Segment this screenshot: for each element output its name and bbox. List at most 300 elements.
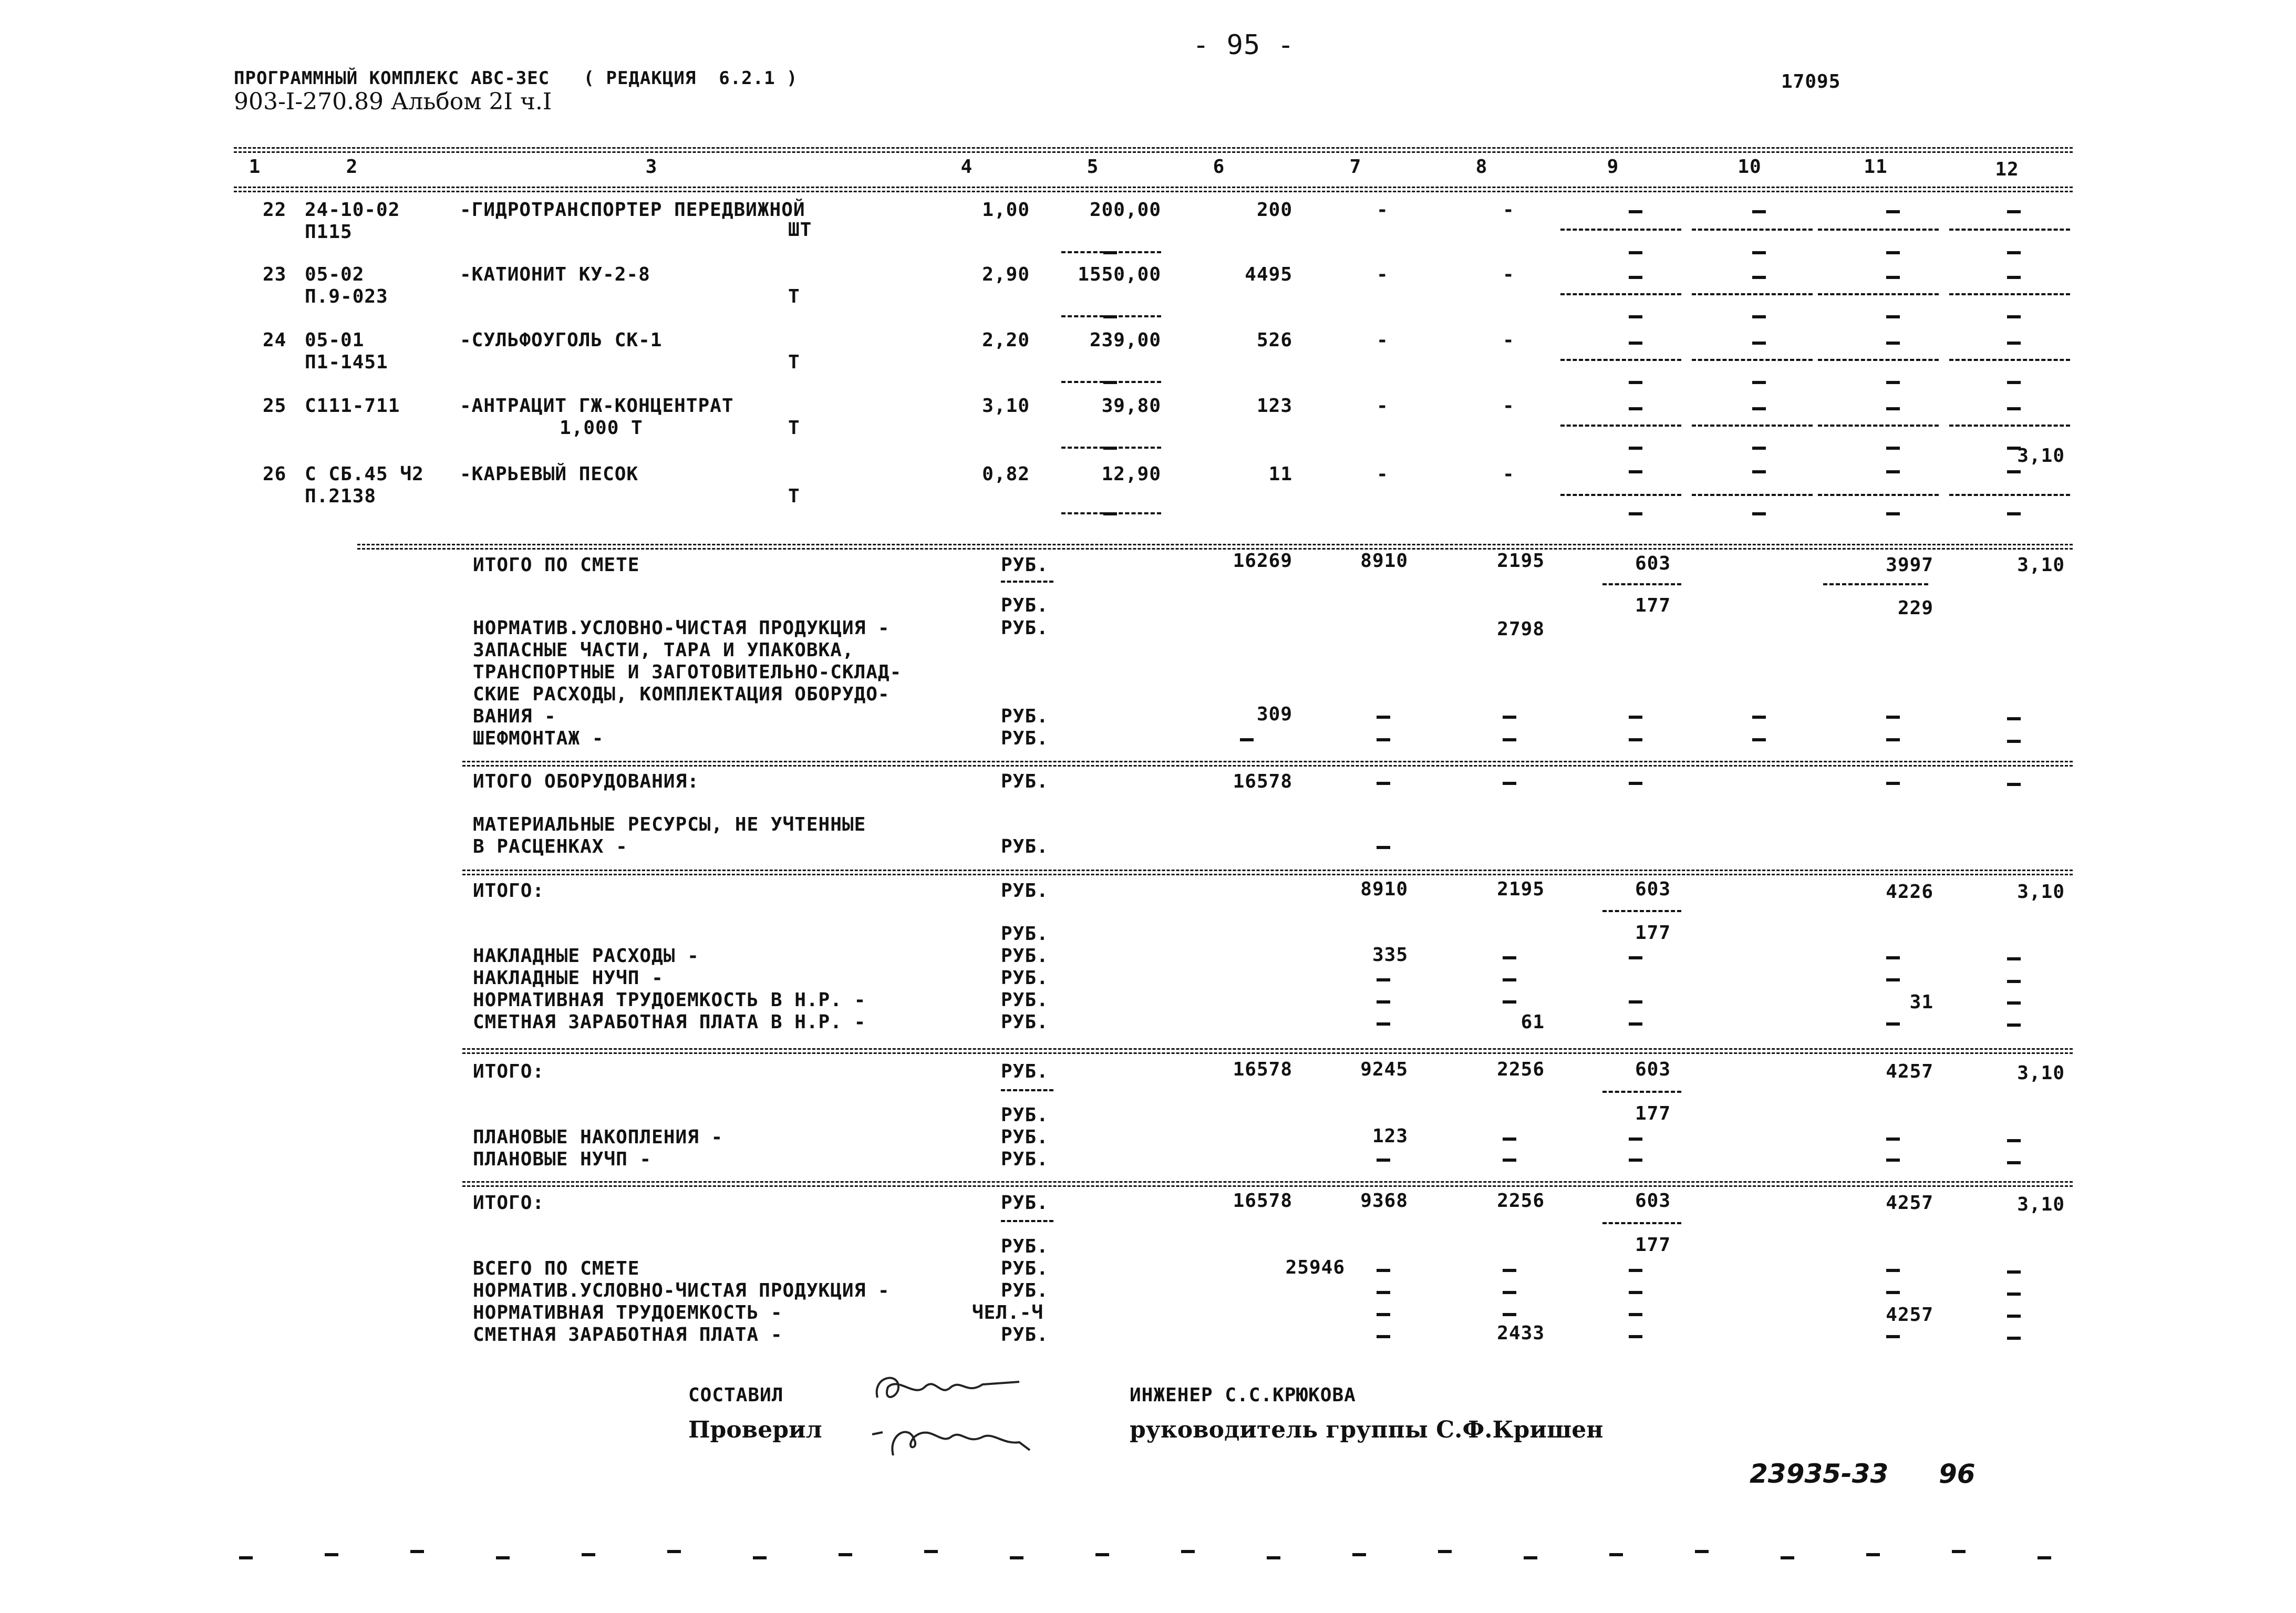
item-24-code1: 05-01 [305, 329, 365, 351]
dash-rule [1692, 359, 1813, 361]
dash-rule [1949, 229, 2070, 231]
dash-mark [1886, 978, 1900, 981]
dash-rule [1560, 494, 1681, 496]
col-header-4: 4 [960, 156, 973, 178]
dash-mark [2007, 1315, 2021, 1318]
dash-mark [1377, 1022, 1390, 1026]
dash-mark [1886, 1022, 1900, 1026]
dash-mark [1629, 276, 1642, 279]
dash-mark [1752, 407, 1766, 410]
dash-mark [2007, 717, 2021, 720]
dash-mark [1010, 1556, 1023, 1559]
smeta-c12: 3,10 [2017, 554, 2065, 576]
dash-rule [1818, 293, 1939, 295]
item-23-unit: Т [788, 286, 800, 307]
item-22-total: 200 [1256, 199, 1292, 221]
smeta-label: ИТОГО ПО СМЕТЕ [473, 554, 640, 576]
zap-c6: 309 [1256, 704, 1292, 725]
item-26-qty: 0,82 [982, 463, 1030, 485]
item-25-name: -АНТРАЦИТ ГЖ-КОНЦЕНТРАТ [460, 395, 734, 417]
dash-rule [1818, 494, 1939, 496]
dash-mark [1629, 315, 1642, 318]
dash-mark [1377, 1291, 1390, 1294]
dash-mark [2007, 276, 2021, 279]
item-24-code2: П1-1451 [305, 351, 388, 373]
dash-mark [1752, 512, 1766, 515]
dash-mark [1629, 407, 1642, 410]
item-25-c7: - [1377, 395, 1389, 417]
dash-rule [1560, 425, 1681, 427]
dash-mark [1886, 738, 1900, 741]
item-24-c8: - [1503, 329, 1515, 351]
dash-mark [753, 1556, 767, 1559]
composed-label: СОСТАВИЛ [688, 1384, 784, 1406]
smet-zp-c8: 61 [1521, 1011, 1545, 1033]
itogo2-label: ИТОГО: [473, 1061, 545, 1082]
dash-mark [1629, 1335, 1642, 1338]
dash-mark [1103, 447, 1117, 450]
itogo2-c6: 16578 [1233, 1059, 1292, 1080]
smet-zp-label: СМЕТНАЯ ЗАРАБОТНАЯ ПЛАТА В Н.Р. - [473, 1011, 866, 1033]
item-26-c12: 3,10 [2017, 445, 2065, 467]
col-header-3: 3 [645, 156, 658, 178]
dash-mark [1629, 1269, 1642, 1272]
doc-number: 17095 [1781, 71, 1841, 92]
dash-mark [1886, 381, 1900, 384]
dash-mark [582, 1553, 595, 1556]
dash-mark [1781, 1556, 1794, 1559]
dash-mark [1866, 1553, 1880, 1556]
zap-line-1: ЗАПАСНЫЕ ЧАСТИ, ТАРА И УПАКОВКА, [473, 639, 854, 661]
itogo1-c7: 8910 [1360, 878, 1408, 900]
plan-nuchp-label: ПЛАНОВЫЕ НУЧП - [473, 1149, 652, 1170]
col-header-5: 5 [1087, 156, 1099, 178]
item-26-num: 26 [263, 463, 287, 485]
plan-unit-a: РУБ. [1001, 1104, 1049, 1126]
dash-mark [2007, 980, 2021, 983]
checked-by: руководитель группы С.Ф.Кришен [1130, 1416, 1604, 1443]
col-header-9: 9 [1607, 156, 1619, 178]
item-23-num: 23 [263, 264, 287, 285]
dash-mark [1886, 956, 1900, 959]
itogo1-c11: 4226 [1886, 881, 1933, 903]
dash-mark [1629, 470, 1642, 473]
dash-mark [2007, 1270, 2021, 1274]
dash-mark [1752, 251, 1766, 254]
item-25-total: 123 [1256, 395, 1292, 417]
dash-mark [1352, 1553, 1366, 1556]
page-number: - 95 - [1193, 29, 1295, 61]
item-26-name: -КАРЬЕВЫЙ ПЕСОК [460, 463, 639, 485]
item-24-qty: 2,20 [982, 329, 1030, 351]
dash-mark [1629, 1138, 1642, 1141]
dash-rule [1560, 359, 1681, 361]
dash-mark [1752, 470, 1766, 473]
itogo3-c8: 2256 [1497, 1190, 1545, 1212]
nakl-c7: 335 [1372, 944, 1408, 966]
smeta-c8: 2195 [1497, 550, 1545, 572]
dash-mark [924, 1550, 938, 1553]
dash-mark [1629, 447, 1642, 450]
dash-mark [1886, 716, 1900, 719]
itogo2-unit: РУБ. [1001, 1061, 1049, 1082]
item-25-c8: - [1503, 395, 1515, 417]
item-24-name: -СУЛЬФОУГОЛЬ СК-1 [460, 329, 663, 351]
smeta-c9: 603 [1635, 553, 1671, 574]
dash-mark [2007, 470, 2021, 473]
dash-mark [325, 1553, 338, 1556]
item-23-code2: П.9-023 [305, 286, 388, 307]
item-25-price: 39,80 [1101, 395, 1161, 417]
dash-mark [1377, 1000, 1390, 1004]
equip-label: ИТОГО ОБОРУДОВАНИЯ: [473, 771, 699, 792]
dash-mark [2007, 1337, 2021, 1340]
dash-rule [1692, 494, 1813, 496]
itogo2-c9: 603 [1635, 1059, 1671, 1080]
dash-mark [2007, 1001, 2021, 1005]
dash-mark [2007, 381, 2021, 384]
checked-label: Проверил [688, 1416, 822, 1443]
dash-mark [1629, 1022, 1642, 1026]
vsego-unit: РУБ. [1001, 1258, 1049, 1279]
item-23-c7: - [1377, 264, 1389, 285]
dash-mark [1629, 1313, 1642, 1316]
dash-rule [1692, 425, 1813, 427]
dash-mark [2038, 1556, 2051, 1559]
dash-mark [1103, 381, 1117, 384]
dash-mark [1503, 716, 1516, 719]
zap-line-4: ВАНИЯ - [473, 706, 556, 727]
smeta-c11: 3997 [1886, 554, 1933, 576]
item-22-num: 22 [263, 199, 287, 221]
dash-mark [1240, 738, 1254, 741]
dash-mark [2007, 957, 2021, 960]
dash-mark [2007, 1161, 2021, 1164]
dash-mark [1886, 1291, 1900, 1294]
itogo2-c8: 2256 [1497, 1059, 1545, 1080]
dash-mark [1886, 315, 1900, 318]
item-23-total: 4495 [1245, 264, 1292, 285]
dash-mark [2007, 512, 2021, 515]
dash-rule [1818, 229, 1939, 231]
dash-mark [1095, 1553, 1109, 1556]
dash-mark [1503, 1000, 1516, 1004]
dash-mark [1629, 1000, 1642, 1004]
itogo2-c11: 4257 [1886, 1061, 1933, 1082]
item-22-c7: - [1377, 199, 1389, 221]
dash-mark [1629, 381, 1642, 384]
norm-trud-unit: РУБ. [1001, 989, 1049, 1011]
dash-mark [2007, 342, 2021, 345]
nakl-nuchp-label: НАКЛАДНЫЕ НУЧП - [473, 967, 664, 989]
item-23-price: 1550,00 [1078, 264, 1161, 285]
dash-mark [1503, 1291, 1516, 1294]
dash-mark [2007, 1293, 2021, 1296]
smeta-unit-underline [1001, 581, 1053, 583]
col-header-2: 2 [346, 156, 358, 178]
stamp-number: 23935-33 [1750, 1459, 1889, 1489]
norm-c8: 2798 [1497, 618, 1545, 640]
dash-rule [1560, 229, 1681, 231]
dash-mark [667, 1550, 681, 1553]
dash-mark [1886, 251, 1900, 254]
itogo2-c7: 9245 [1360, 1059, 1408, 1080]
dash-mark [1952, 1550, 1966, 1553]
dash-mark [1609, 1553, 1623, 1556]
dash-mark [1752, 381, 1766, 384]
smeta-c9-underline [1602, 583, 1681, 585]
item-26-c8: - [1503, 463, 1515, 485]
dash-mark [496, 1556, 510, 1559]
zap-unit: РУБ. [1001, 706, 1049, 727]
item-22-code2: П115 [305, 221, 353, 243]
norm-unit-a: РУБ. [1001, 595, 1049, 616]
norm-trud-c11: 31 [1909, 991, 1933, 1013]
album-line: 903-I-270.89 Альбом 2I ч.I [234, 88, 552, 115]
item-25-code1: С111-711 [305, 395, 400, 417]
item-22-qty: 1,00 [982, 199, 1030, 221]
itogo3-c6: 16578 [1233, 1190, 1292, 1212]
dash-mark [1752, 447, 1766, 450]
dash-mark [1377, 1313, 1390, 1316]
item-24-unit: Т [788, 351, 800, 373]
dash-mark [1886, 512, 1900, 515]
equip-unit: РУБ. [1001, 771, 1049, 792]
dash-mark [1629, 342, 1642, 345]
item-22-unit: ШТ [788, 219, 812, 241]
vsego-trud-label: НОРМАТИВНАЯ ТРУДОЕМКОСТЬ - [473, 1302, 783, 1324]
itogo3-c11: 4257 [1886, 1192, 1933, 1214]
col-header-10: 10 [1737, 156, 1762, 178]
itogo2-unit-underline [1001, 1089, 1053, 1091]
itogo1-rule [462, 870, 2073, 875]
item-26-price: 12,90 [1101, 463, 1161, 485]
dash-mark [1886, 276, 1900, 279]
item-25-unit: Т [788, 417, 800, 439]
dash-rule [1949, 359, 2070, 361]
dash-rule [1692, 293, 1813, 295]
dash-mark [2007, 783, 2021, 786]
dash-mark [1752, 315, 1766, 318]
item-24-c7: - [1377, 329, 1389, 351]
dash-mark [1629, 1159, 1642, 1162]
shef-unit: РУБ. [1001, 728, 1049, 749]
item-23-qty: 2,90 [982, 264, 1030, 285]
dash-mark [1629, 738, 1642, 741]
dash-mark [1377, 782, 1390, 785]
dash-mark [1503, 1138, 1516, 1141]
itogo2-c9-underline [1602, 1091, 1681, 1093]
smeta-c7: 8910 [1360, 550, 1408, 572]
dash-mark [1377, 978, 1390, 981]
itogo1-c9-underline [1602, 910, 1681, 912]
summary-rule [357, 544, 2073, 550]
dash-mark [1377, 846, 1390, 849]
item-24-total: 526 [1256, 329, 1292, 351]
dash-mark [2007, 315, 2021, 318]
item-24-price: 239,00 [1089, 329, 1161, 351]
header-bottom-rule [234, 187, 2073, 192]
dash-rule [1949, 425, 2070, 427]
vsego-c6: 25946 [1285, 1257, 1345, 1278]
item-23-code1: 05-02 [305, 264, 365, 285]
dash-mark [2007, 251, 2021, 254]
vsego-unit-a: РУБ. [1001, 1236, 1049, 1257]
dash-mark [1377, 1159, 1390, 1162]
vsego-norm-unit: РУБ. [1001, 1280, 1049, 1301]
itogo1-c8: 2195 [1497, 878, 1545, 900]
plan-nuchp-unit: РУБ. [1001, 1149, 1049, 1170]
sheet-number: 96 [1939, 1459, 1976, 1489]
plan-c7: 123 [1372, 1125, 1408, 1147]
itogo1-label: ИТОГО: [473, 880, 545, 902]
plan-unit: РУБ. [1001, 1126, 1049, 1148]
signature-1 [867, 1366, 1025, 1413]
itogo3-c9-underline [1602, 1222, 1681, 1224]
dash-rule [1560, 293, 1681, 295]
dash-mark [1503, 782, 1516, 785]
itogo3-c12: 3,10 [2017, 1194, 2065, 1215]
itogo2-rule [462, 1048, 2073, 1054]
program-line: ПРОГРАММНЫЙ КОМПЛЕКС АВС-3ЕС ( РЕДАКЦИЯ 6.2.1 ) [234, 68, 798, 89]
dash-mark [1886, 782, 1900, 785]
nakl-label: НАКЛАДНЫЕ РАСХОДЫ - [473, 945, 699, 967]
dash-mark [1695, 1550, 1709, 1553]
dash-mark [1377, 1269, 1390, 1272]
mat-unit: РУБ. [1001, 836, 1049, 857]
dash-mark [1503, 1313, 1516, 1316]
nakl-unit: РУБ. [1001, 945, 1049, 967]
dash-mark [1181, 1550, 1195, 1553]
dash-mark [1886, 1335, 1900, 1338]
smeta-c11-underline [1823, 583, 1928, 585]
equip-rule [462, 761, 2073, 767]
dash-mark [1503, 1159, 1516, 1162]
itogo1-c12: 3,10 [2017, 881, 2065, 903]
norm-c11: 229 [1897, 597, 1933, 619]
dash-mark [1886, 210, 1900, 213]
dash-mark [1886, 342, 1900, 345]
dash-mark [1752, 342, 1766, 345]
dash-mark [1103, 315, 1117, 318]
item-26-total: 11 [1268, 463, 1292, 485]
smet-zp-unit: РУБ. [1001, 1011, 1049, 1033]
dash-mark [2007, 407, 2021, 410]
dash-mark [2007, 447, 2021, 450]
dash-rule [1692, 229, 1813, 231]
dash-mark [1886, 470, 1900, 473]
dash-mark [1438, 1550, 1452, 1553]
dash-mark [1886, 1138, 1900, 1141]
item-23-name: -КАТИОНИТ КУ-2-8 [460, 264, 650, 285]
shef-label: ШЕФМОНТАЖ - [473, 728, 604, 749]
dash-rule [1949, 293, 2070, 295]
dash-mark [1377, 716, 1390, 719]
plan-c9: 177 [1635, 1103, 1671, 1124]
item-25-num: 25 [263, 395, 287, 417]
vsego-label: ВСЕГО ПО СМЕТЕ [473, 1258, 640, 1279]
item-24-num: 24 [263, 329, 287, 351]
col-header-7: 7 [1349, 156, 1362, 178]
vsego-zp-unit: РУБ. [1001, 1324, 1049, 1346]
smeta-c6: 16269 [1233, 550, 1292, 572]
dash-mark [1377, 1335, 1390, 1338]
dash-mark [2007, 1023, 2021, 1027]
nakl-unit-a: РУБ. [1001, 923, 1049, 945]
dash-mark [239, 1556, 253, 1559]
dash-mark [1629, 251, 1642, 254]
dash-mark [2007, 210, 2021, 213]
zap-line-2: ТРАНСПОРТНЫЕ И ЗАГОТОВИТЕЛЬНО-СКЛАД- [473, 661, 902, 683]
signature-2 [862, 1413, 1035, 1466]
dash-mark [1752, 716, 1766, 719]
item-22-name: -ГИДРОТРАНСПОРТЕР ПЕРЕДВИЖНОЙ [460, 199, 805, 221]
dash-mark [1752, 738, 1766, 741]
itogo1-c9: 603 [1635, 878, 1671, 900]
item-22-price: 200,00 [1089, 199, 1161, 221]
dash-mark [1886, 1159, 1900, 1162]
dash-mark [1752, 276, 1766, 279]
col-header-8: 8 [1475, 156, 1488, 178]
item-22-code1: 24-10-02 [305, 199, 400, 221]
nakl-c9: 177 [1635, 922, 1671, 944]
dash-mark [1629, 956, 1642, 959]
dash-rule [1949, 494, 2070, 496]
dash-mark [2007, 1139, 2021, 1142]
itogo2-c12: 3,10 [2017, 1062, 2065, 1084]
norm-trud-label: НОРМАТИВНАЯ ТРУДОЕМКОСТЬ В Н.Р. - [473, 989, 866, 1011]
zap-line-3: СКИЕ РАСХОДЫ, КОМПЛЕКТАЦИЯ ОБОРУДО- [473, 684, 890, 705]
col-header-6: 6 [1213, 156, 1225, 178]
itogo3-unit: РУБ. [1001, 1192, 1049, 1214]
dash-mark [410, 1550, 424, 1553]
item-26-code2: П.2138 [305, 485, 377, 507]
dash-mark [1629, 1291, 1642, 1294]
composed-by: ИНЖЕНЕР С.С.КРЮКОВА [1130, 1384, 1356, 1406]
dash-mark [1503, 738, 1516, 741]
vsego-zp-label: СМЕТНАЯ ЗАРАБОТНАЯ ПЛАТА - [473, 1324, 783, 1346]
itogo1-unit: РУБ. [1001, 880, 1049, 902]
dash-mark [839, 1553, 852, 1556]
vsego-norm-label: НОРМАТИВ.УСЛОВНО-ЧИСТАЯ ПРОДУКЦИЯ - [473, 1280, 890, 1301]
dash-mark [1752, 210, 1766, 213]
dash-mark [1886, 407, 1900, 410]
vsego-trud-c11: 4257 [1886, 1304, 1933, 1326]
mat-line-2: В РАСЦЕНКАХ - [473, 836, 628, 857]
item-22-c8: - [1503, 199, 1515, 221]
dash-mark [1503, 1269, 1516, 1272]
col-header-11: 11 [1864, 156, 1888, 178]
dash-mark [1886, 1269, 1900, 1272]
dash-mark [1267, 1556, 1280, 1559]
item-25-qty: 3,10 [982, 395, 1030, 417]
item-26-code1: С СБ.45 Ч2 [305, 463, 424, 485]
dash-mark [1629, 210, 1642, 213]
dash-mark [1886, 447, 1900, 450]
col-header-1: 1 [249, 156, 261, 178]
item-25-name2: 1,000 Т [560, 417, 643, 439]
vsego-trud-unit: ЧЕЛ.-Ч [972, 1302, 1044, 1324]
dash-mark [1629, 512, 1642, 515]
itogo3-c7: 9368 [1360, 1190, 1408, 1212]
item-23-c8: - [1503, 264, 1515, 285]
dash-mark [1629, 716, 1642, 719]
itogo3-label: ИТОГО: [473, 1192, 545, 1214]
dash-mark [1103, 512, 1117, 515]
header-top-rule [234, 147, 2073, 153]
plan-label: ПЛАНОВЫЕ НАКОПЛЕНИЯ - [473, 1126, 723, 1148]
itogo3-unit-underline [1001, 1220, 1053, 1222]
